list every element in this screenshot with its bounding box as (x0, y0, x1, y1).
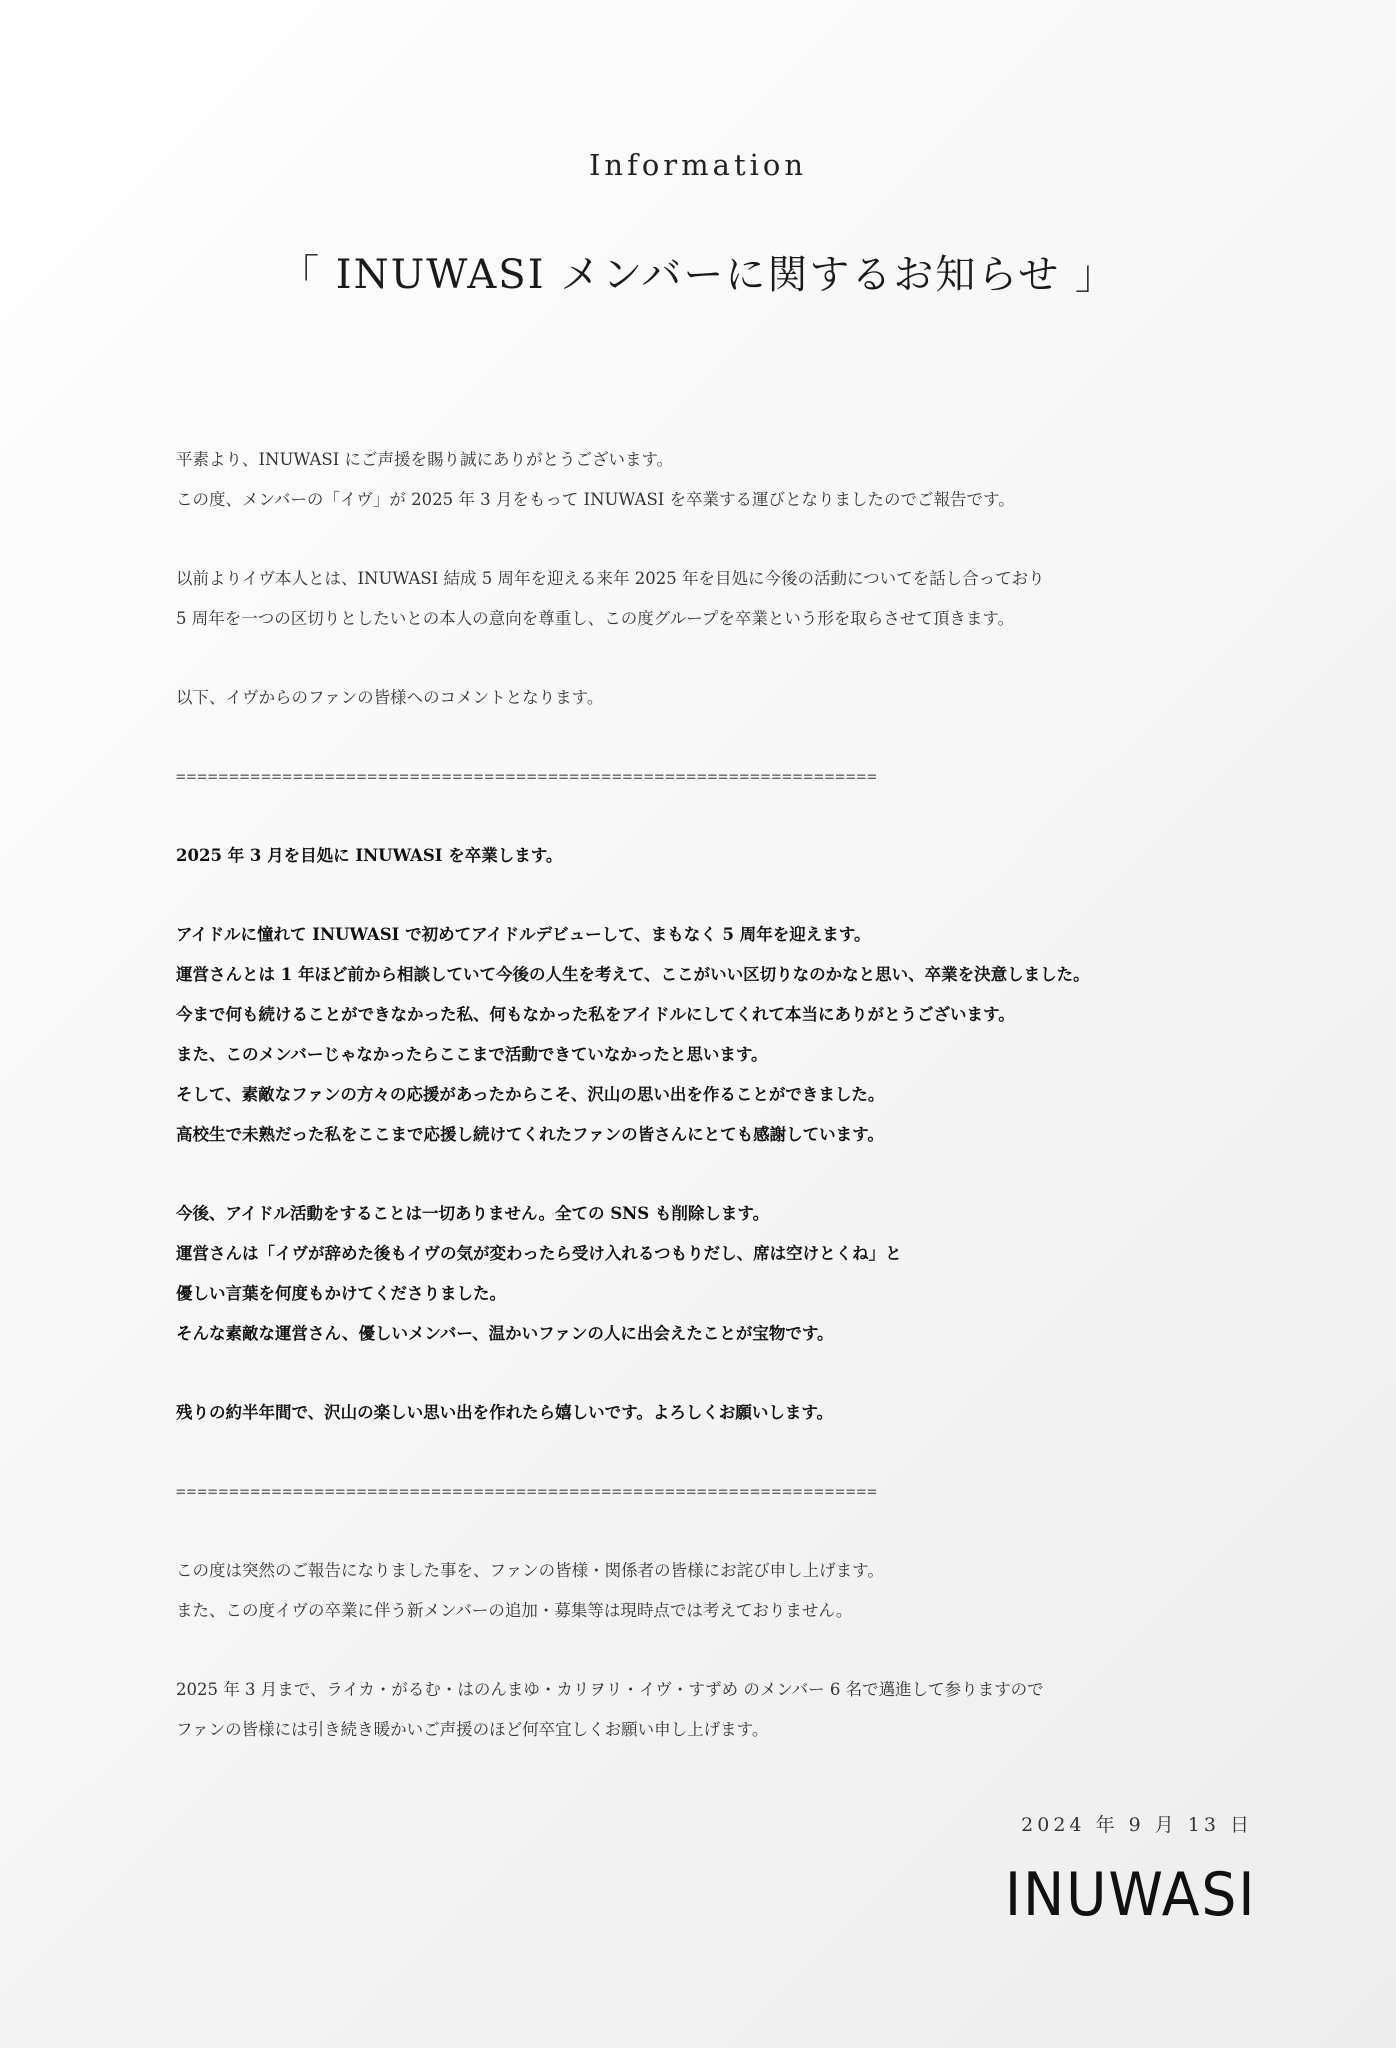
announcement-title: 「 INUWASI メンバーに関するお知らせ 」 (279, 252, 1117, 298)
intro-line: この度、メンバーの「イヴ」が 2025 年 3 月をもって INUWASI を卒業する運びとなりましたのでご報告です。 (176, 490, 1015, 509)
comment-line: そんな素敵な運営さん、優しいメンバー、温かいファンの人に出会えたことが宝物です。 (176, 1324, 834, 1343)
announcement-date: 2024 年 9 月 13 日 (1021, 1814, 1253, 1836)
comment-line: アイドルに憧れて INUWASI で初めてアイドルデビューして、まもなく 5 周年を迎えます。 (176, 925, 871, 944)
intro-line: 以下、イヴからのファンの皆様へのコメントとなります。 (176, 688, 604, 707)
announcement-body (176, 440, 1236, 1750)
comment-line: 今まで何も続けることができなかった私、何もなかった私をアイドルにしてくれて本当にありがとうございます。 (176, 1005, 1015, 1024)
comment-line: 優しい言葉を何度もかけてくださりました。 (176, 1284, 506, 1303)
comment-line: 2025 年 3 月を目処に INUWASI を卒業します。 (176, 846, 563, 865)
comment-line: そして、素敵なファンの方々の応援があったからこそ、沢山の思い出を作ることができました。 (176, 1085, 885, 1104)
closing-line: この度は突然のご報告になりました事を、ファンの皆様・関係者の皆様にお詫び申し上げます。 (176, 1561, 884, 1580)
comment-line: 今後、アイドル活動をすることは一切ありません。全ての SNS も削除します。 (176, 1204, 770, 1223)
intro-line: 以前よりイヴ本人とは、INUWASI 結成 5 周年を迎える来年 2025 年を目処に今後の活動についてを話し合っており (176, 569, 1045, 588)
comment-line: 残りの約半年間で、沢山の楽しい思い出を作れたら嬉しいです。よろしくお願いします。 (176, 1403, 834, 1422)
separator-bottom: ================================================================== (176, 1482, 878, 1501)
comment-line: 高校生で未熟だった私をここまで応援し続けてくれたファンの皆さんにとても感謝しています。 (176, 1125, 884, 1144)
comment-line: 運営さんは「イヴが辞めた後もイヴの気が変わったら受け入れるつもりだし、席は空けとくね」と (176, 1244, 902, 1263)
comment-line: 運営さんとは 1 年ほど前から相談していて今後の人生を考えて、ここがいい区切りなのかなと思い、卒業を決意しました。 (176, 965, 1090, 984)
closing-line: また、この度イヴの卒業に伴う新メンバーの追加・募集等は現時点では考えておりません。 (176, 1601, 853, 1620)
intro-line: 5 周年を一つの区切りとしたいとの本人の意向を尊重し、この度グループを卒業という形を取らさせて頂きます。 (176, 609, 1015, 628)
separator-top: ================================================================== (176, 767, 878, 786)
intro-line: 平素より、INUWASI にご声援を賜り誠にありがとうございます。 (176, 450, 674, 469)
inuwasi-logo: INUWASI (1004, 1860, 1256, 1930)
closing-line: ファンの皆様には引き続き暖かいご声援のほど何卒宜しくお願い申し上げます。 (176, 1720, 769, 1739)
closing-line: 2025 年 3 月まで、ライカ・がるむ・はのんまゆ・カリヲリ・イヴ・すずめ のメンバー 6 名で邁進して参りますので (176, 1680, 1044, 1699)
information-label: Information (588, 148, 808, 182)
comment-line: また、このメンバーじゃなかったらここまで活動できていなかったと思います。 (176, 1045, 768, 1064)
